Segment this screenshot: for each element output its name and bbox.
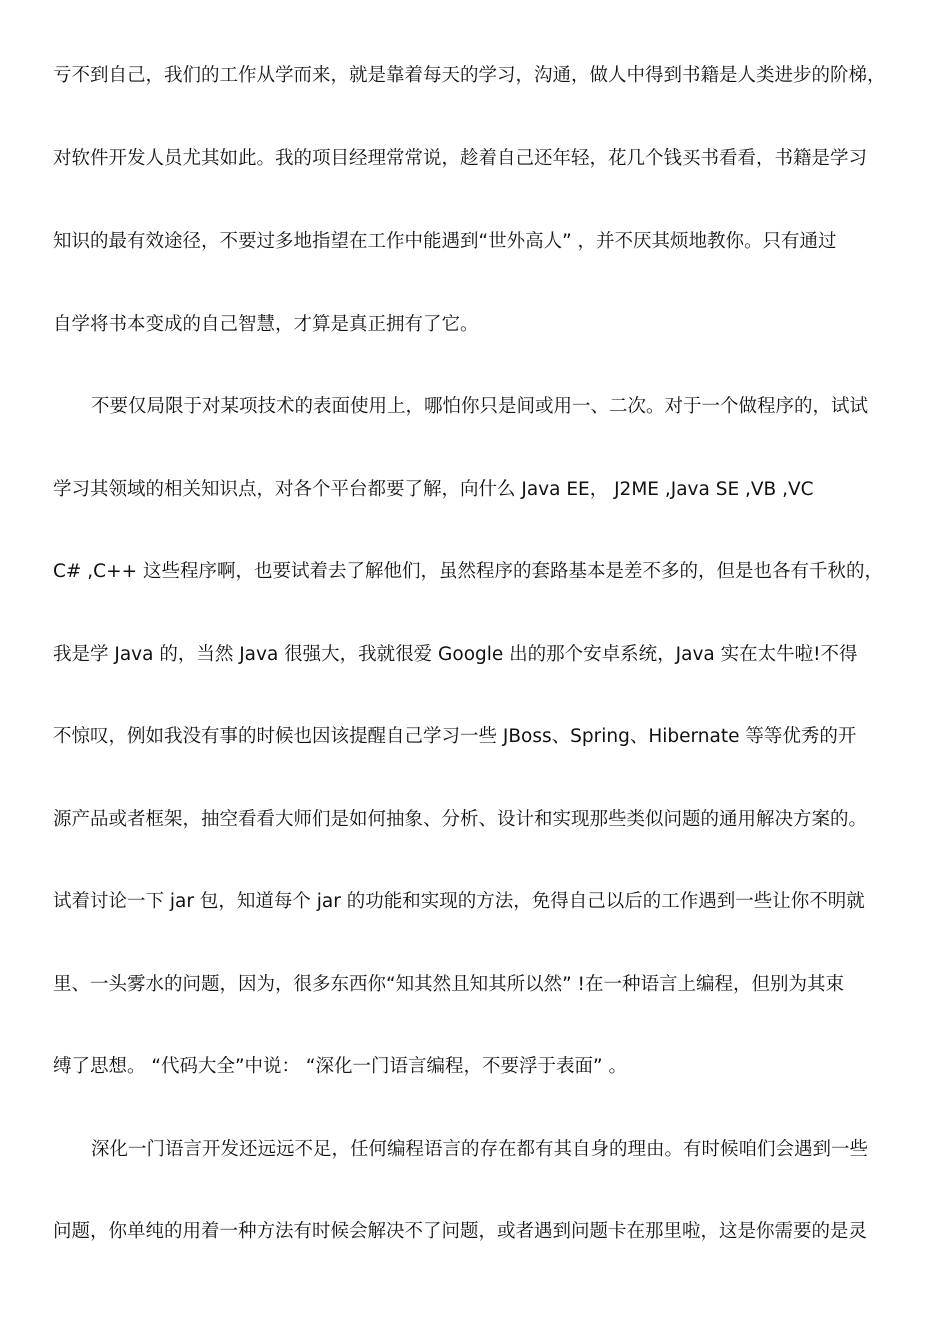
text-line: 问题，你单纯的用着一种方法有时候会解决不了问题，或者遇到问题卡在那里啦，这是你需要的是灵 (53, 1221, 868, 1242)
text-line: C# ,C++ 这些程序啊，也要试着去了解他们，虽然程序的套路基本是差不多的，但是也各有千秋的， (53, 561, 883, 582)
text-line: 里、一头雾水的问题，因为，很多东西你“知其然且知其所以然” !在一种语言上编程，但别为其束 (53, 974, 844, 995)
text-line: 缚了思想。 “代码大全”中说： “深化一门语言编程，不要浮于表面” 。 (53, 1056, 627, 1077)
text-line: 学习其领域的相关知识点，对各个平台都要了解，向什么 Java EE， J2ME ,Java SE ,VB ,VC (53, 479, 814, 500)
paragraph-first-line: 深化一门语言开发还远远不足，任何编程语言的存在都有其自身的理由。有时候咱们会遇到一些 (91, 1139, 869, 1160)
text-line: 不惊叹，例如我没有事的时候也因该提醒自己学习一些 JBoss、Spring、Hibernate 等等优秀的开 (53, 726, 857, 747)
text-line: 知识的最有效途径，不要过多地指望在工作中能遇到“世外高人” ，并不厌其烦地教你。只有通过 (53, 231, 837, 252)
text-line: 亏不到自己，我们的工作从学而来，就是靠着每天的学习，沟通，做人中得到书籍是人类进步的阶梯， (53, 65, 886, 86)
text-line: 源产品或者框架，抽空看看大师们是如何抽象、分析、设计和实现那些类似问题的通用解决方案的。 (53, 809, 868, 830)
text-line: 对软件开发人员尤其如此。我的项目经理常常说，趁着自己还年轻，花几个钱买书看看，书籍是学习 (53, 148, 868, 169)
text-line: 试着讨论一下 jar 包，知道每个 jar 的功能和实现的方法，免得自己以后的工作遇到一些让你不明就 (53, 891, 865, 912)
text-line: 我是学 Java 的，当然 Java 很强大，我就很爱 Google 出的那个安卓系统，Java 实在太牛啦!不得 (53, 644, 858, 665)
paragraph-first-line: 不要仅局限于对某项技术的表面使用上，哪怕你只是间或用一、二次。对于一个做程序的，试试 (91, 396, 869, 417)
text-line: 自学将书本变成的自己智慧，才算是真正拥有了它。 (53, 314, 479, 335)
